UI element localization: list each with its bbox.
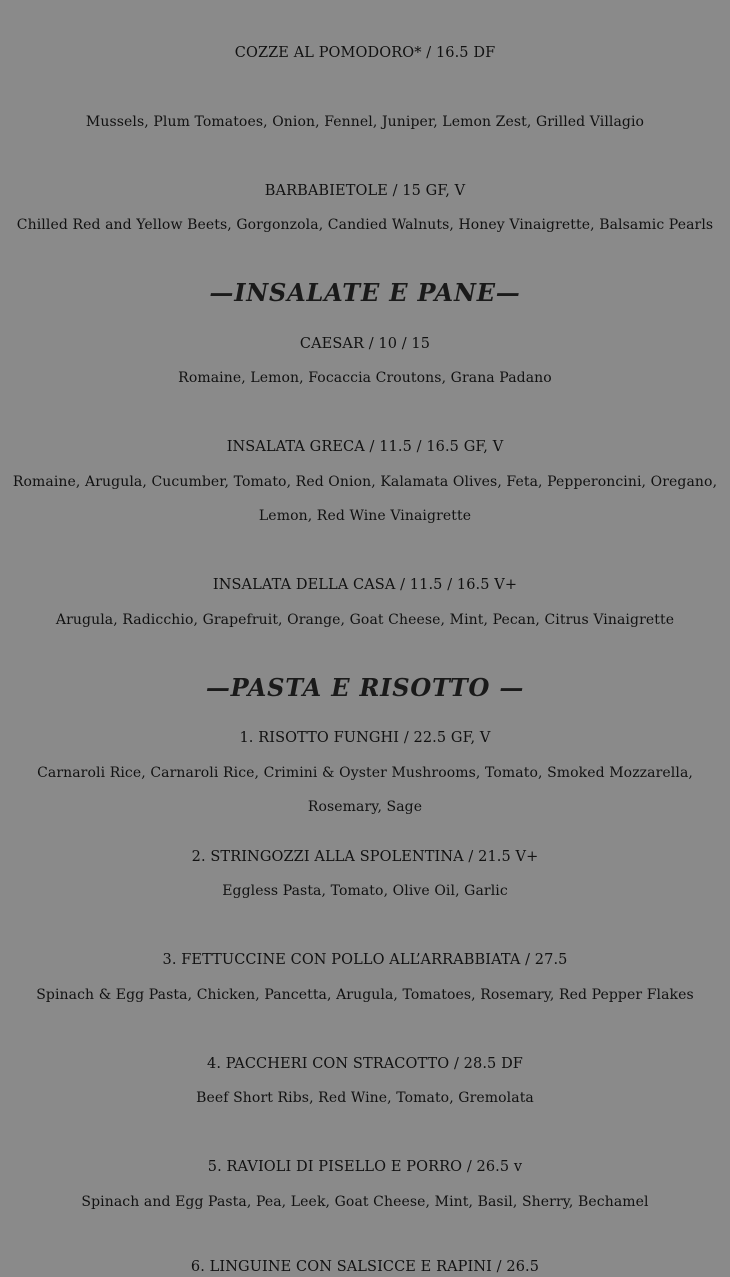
menu-item-description: Eggless Pasta, Tomato, Olive Oil, Garlic (222, 883, 508, 899)
menu-item-name: INSALATA DELLA CASA / 11.5 / 16.5 V+ (212, 577, 518, 593)
menu-item-name: CAESAR / 10 / 15 (299, 336, 431, 352)
menu-item-description: Carnaroli Rice, Carnaroli Rice, Crimini & Oyster Mushrooms, Tomato, Smoked Mozzarella, (37, 765, 693, 781)
section-heading-pasta: —PASTA E RISOTTO — (205, 673, 525, 702)
menu-item-description: Romaine, Arugula, Cucumber, Tomato, Red Onion, Kalamata Olives, Feta, Pepperoncini, Oregano, (12, 474, 718, 490)
menu-item-name: 5. RAVIOLI DI PISELLO E PORRO / 26.5 v (207, 1159, 523, 1175)
menu-item-description: Chilled Red and Yellow Beets, Gorgonzola, Candied Walnuts, Honey Vinaigrette, Balsamic Pearls (16, 217, 714, 233)
menu-item-name: 2. STRINGOZZI ALLA SPOLENTINA / 21.5 V+ (191, 849, 539, 865)
section-heading-insalate: —INSALATE E PANE— (209, 278, 521, 307)
menu-item-description: Beef Short Ribs, Red Wine, Tomato, Gremolata (196, 1090, 534, 1106)
menu-item-name: 4. PACCHERI CON STRACOTTO / 28.5 DF (207, 1056, 523, 1072)
menu-item-name-partial: 6. LINGUINE CON SALSICCE E RAPINI / 26.5 (190, 1259, 540, 1275)
menu-item-description: Romaine, Lemon, Focaccia Croutons, Grana Padano (178, 370, 552, 386)
menu-item-name: BARBABIETOLE / 15 GF, V (264, 183, 466, 199)
menu-item-description: Lemon, Red Wine Vinaigrette (258, 508, 472, 524)
menu-item-description: Arugula, Radicchio, Grapefruit, Orange, Goat Cheese, Mint, Pecan, Citrus Vinaigrette (55, 612, 675, 628)
menu-item-description: Spinach and Egg Pasta, Pea, Leek, Goat Cheese, Mint, Basil, Sherry, Bechamel (81, 1194, 649, 1210)
menu-item-description: Spinach & Egg Pasta, Chicken, Pancetta, Arugula, Tomatoes, Rosemary, Red Pepper Flakes (36, 987, 694, 1003)
menu-item-description: Rosemary, Sage (307, 799, 423, 815)
menu-item-name: 1. RISOTTO FUNGHI / 22.5 GF, V (239, 730, 491, 746)
menu-item-description: Mussels, Plum Tomatoes, Onion, Fennel, Juniper, Lemon Zest, Grilled Villagio (85, 114, 645, 130)
menu-item-name: INSALATA GRECA / 11.5 / 16.5 GF, V (226, 439, 504, 455)
menu-item-name: 3. FETTUCCINE CON POLLO ALL’ARRABBIATA / 27.5 (162, 952, 568, 968)
menu-item-name: COZZE AL POMODORO* / 16.5 DF (234, 45, 496, 61)
